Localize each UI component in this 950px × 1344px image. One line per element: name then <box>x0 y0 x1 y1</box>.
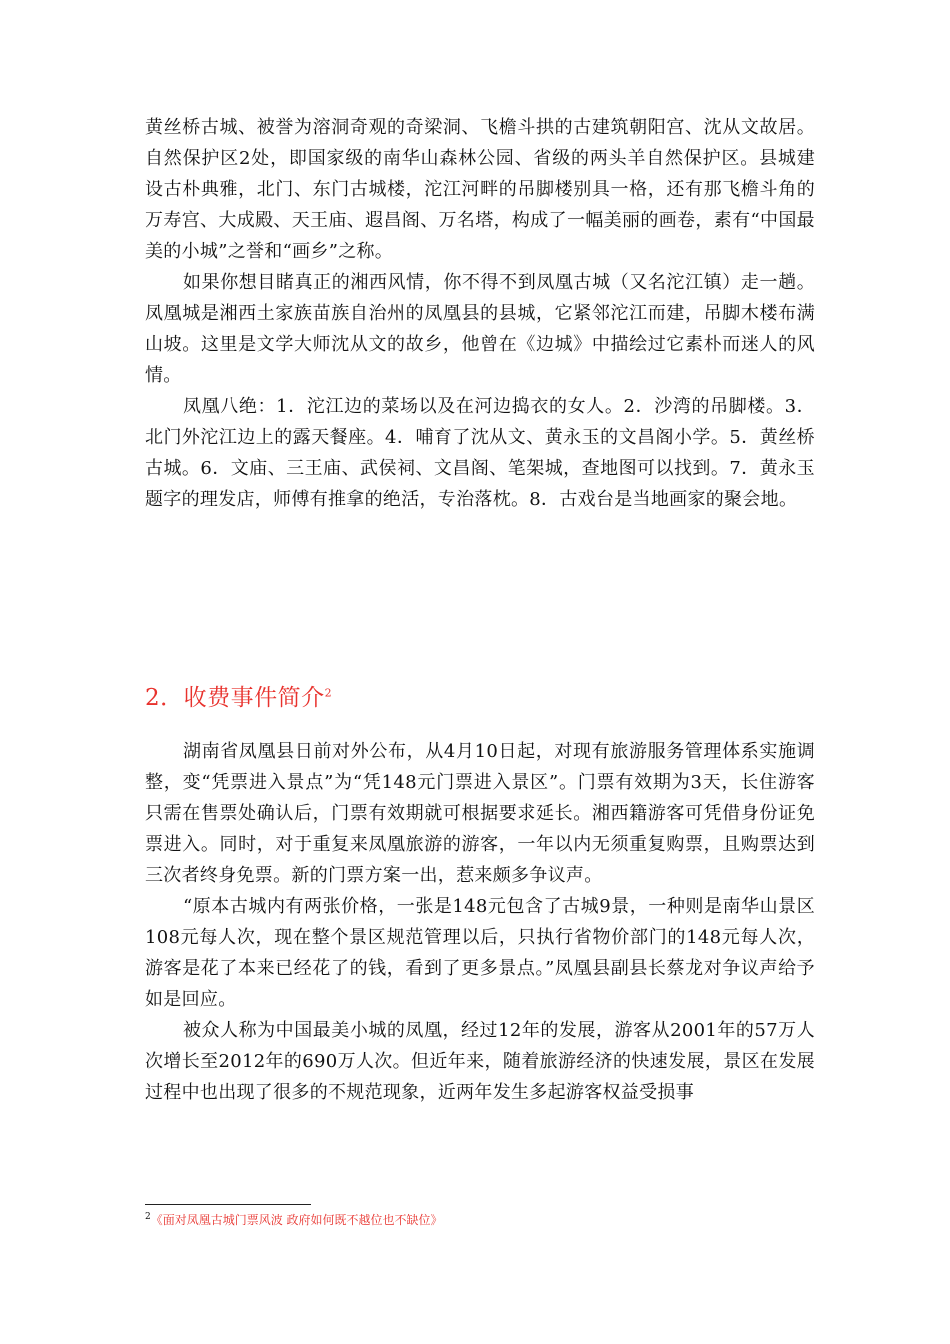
heading-text: 2．收费事件简介 <box>145 685 325 711</box>
section-2-body <box>145 736 815 1108</box>
paragraph-6: 被众人称为中国最美小城的凤凰，经过12年的发展，游客从2001年的57万人次增长至2012年的690万人次。但近年来，随着旅游经济的快速发展，景区在发展过程中也出现了很多的不规范现象，近两年发生多起游客权益受损事 <box>145 1020 815 1103</box>
footnote-divider <box>145 1204 311 1205</box>
paragraph-2: 如果你想目睹真正的湘西风情，你不得不到凤凰古城（又名沱江镇）走一趟。凤凰城是湘西土家族苗族自治州的凤凰县的县城，它紧邻沱江而建，吊脚木楼布满山坡。这里是文学大师沈从文的故乡，他曾在《边城》中描绘过它素朴而迷人的风情。 <box>145 272 815 386</box>
footnote-marker: 2 <box>145 1212 151 1222</box>
section-heading <box>145 681 332 715</box>
footnote-text: 《面对凤凰古城门票风波 政府如何既不越位也不缺位》 <box>150 1213 443 1227</box>
paragraph-5: “原本古城内有两张价格，一张是148元包含了古城9景，一种则是南华山景区108元每人次，现在整个景区规范管理以后，只执行省物价部门的148元每人次，游客是花了本来已经花了的钱，看到了更多景点。”凤凰县副县长蔡龙对争议声给予如是回应。 <box>145 896 815 1010</box>
paragraph-1: 黄丝桥古城、被誉为溶洞奇观的奇梁洞、飞檐斗拱的古建筑朝阳宫、沈从文故居。自然保护区2处，即国家级的南华山森林公园、省级的两头羊自然保护区。县城建设古朴典雅，北门、东门古城楼，沱江河畔的吊脚楼别具一格，还有那飞檐斗角的万寿宫、大成殿、天王庙、遐昌阁、万名塔，构成了一幅美丽的画卷，素有“中国最美的小城”之誉和“画乡”之称。 <box>145 117 815 262</box>
section-1-body <box>145 112 815 515</box>
heading-footnote-marker[interactable]: 2 <box>324 686 333 700</box>
paragraph-3: 凤凰八绝：1．沱江边的菜场以及在河边捣衣的女人。2．沙湾的吊脚楼。3．北门外沱江边上的露天餐座。4．哺育了沈从文、黄永玉的文昌阁小学。5．黄丝桥古城。6．文庙、三王庙、武侯祠、文昌阁、笔架城，查地图可以找到。7．黄永玉题字的理发店，师傅有推拿的绝活，专治落枕。8．古戏台是当地画家的聚会地。 <box>145 396 815 510</box>
footnote <box>145 1211 443 1229</box>
paragraph-4: 湖南省凤凰县日前对外公布，从4月10日起，对现有旅游服务管理体系实施调整，变“凭票进入景点”为“凭148元门票进入景区”。门票有效期为3天，长住游客只需在售票处确认后，门票有效期就可根据要求延长。湘西籍游客可凭借身份证免票进入。同时，对于重复来凤凰旅游的游客，一年以内无须重复购票，且购票达到三次者终身免票。新的门票方案一出，惹来颇多争议声。 <box>145 741 815 886</box>
